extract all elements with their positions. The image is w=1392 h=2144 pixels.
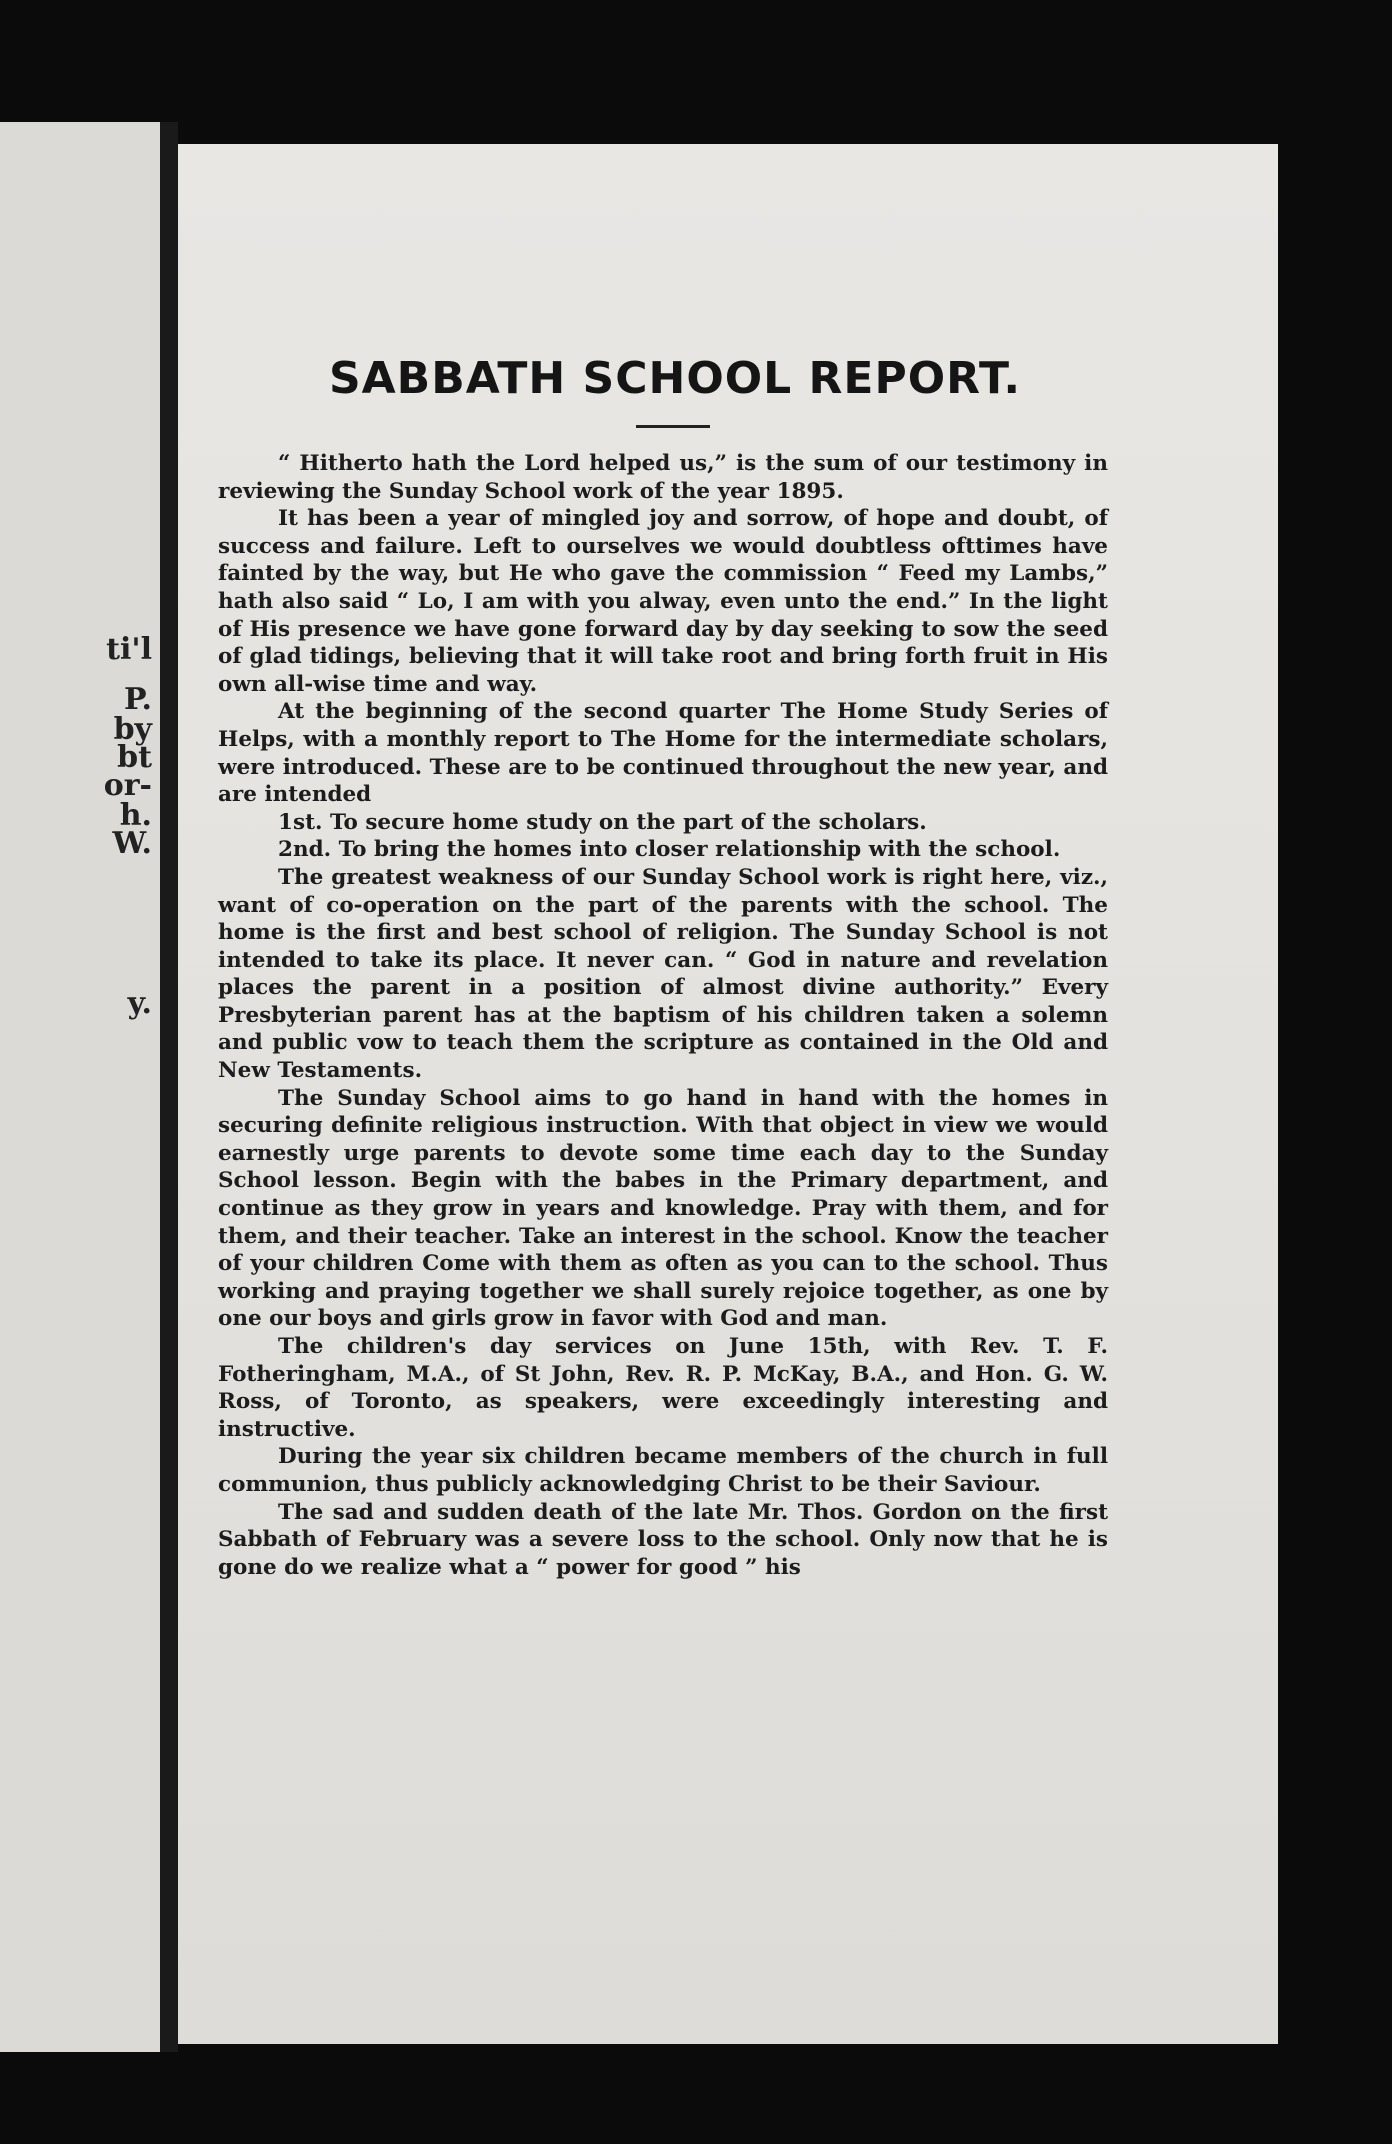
previous-page-edge bbox=[0, 122, 160, 2052]
left-page-fragment: h. bbox=[119, 798, 152, 833]
paragraph: 2nd. To bring the homes into closer relationship with the school. bbox=[278, 837, 1061, 863]
paragraph: “ Hitherto hath the Lord helped us,” is the sum of our testimony in reviewing the Sunday School work of the year 1895. bbox=[218, 451, 1108, 504]
page-title: SABBATH SCHOOL REPORT. bbox=[328, 353, 1022, 404]
page-gutter bbox=[160, 122, 178, 2052]
paragraph: During the year six children became members of the church in full communion, thus publicly acknowledging Christ to be their Saviour. bbox=[218, 1444, 1108, 1497]
left-page-fragment: y. bbox=[127, 986, 152, 1021]
report-page bbox=[178, 144, 1278, 2044]
title-divider bbox=[636, 425, 710, 428]
paragraph: The greatest weakness of our Sunday School work is right here, viz., want of co-operation on the part of the parents with the school. The home is the first and best school of religion. The Sunday School is not intended to take its place. It never can. “ God in nature and revelation places the parent in a position of almost divine authority.” Every Presbyterian parent has at the baptism of his children taken a solemn and public vow to teach them the scripture as contained in the Old and New Testaments. bbox=[218, 864, 1108, 1084]
left-page-fragment: W. bbox=[112, 826, 152, 861]
left-page-fragment: or- bbox=[103, 768, 152, 803]
paragraph: At the beginning of the second quarter The Home Study Series of Helps, with a monthly report to The Home for the intermediate scholars, were introduced. These are to be continued throughout the new year, and are intended bbox=[218, 699, 1108, 808]
left-page-fragment: by bbox=[113, 712, 152, 747]
report-body bbox=[218, 349, 1108, 1581]
left-page-fragment: bt bbox=[117, 740, 152, 775]
paragraph: The sad and sudden death of the late Mr. Thos. Gordon on the first Sabbath of February was a severe loss to the school. Only now that he is gone do we realize what a “ power for good ” his bbox=[218, 1499, 1108, 1580]
left-page-fragment: ti'l bbox=[106, 632, 152, 667]
paragraph: The Sunday School aims to go hand in hand with the homes in securing definite religious instruction. With that object in view we would earnestly urge parents to devote some time each day to the Sunday School lesson. Begin with the babes in the Primary department, and continue as they grow in years and knowledge. Pray with them, and for them, and their teacher. Take an interest in the school. Know the teacher of your children Come with them as often as you can to the school. Thus working and praying together we shall surely rejoice together, as one by one our boys and girls grow in favor with God and man. bbox=[218, 1085, 1108, 1332]
paragraph: It has been a year of mingled joy and sorrow, of hope and doubt, of success and failure. Left to ourselves we would doubtless ofttimes have fainted by the way, but He who gave the commission “ Feed my Lambs,” hath also said “ Lo, I am with you alway, even unto the end.” In the light of His presence we have gone forward day by day seeking to sow the seed of glad tidings, believing that it will take root and bring forth fruit in His own all-wise time and way. bbox=[218, 506, 1108, 697]
paragraph: The children's day services on June 15th, with Rev. T. F. Fotheringham, M.A., of St John, Rev. R. P. McKay, B.A., and Hon. G. W. Ross, of Toronto, as speakers, were exceedingly interesting and instructive. bbox=[218, 1334, 1108, 1442]
left-page-fragment: P. bbox=[123, 682, 152, 717]
paragraph: 1st. To secure home study on the part of the scholars. bbox=[278, 809, 927, 835]
